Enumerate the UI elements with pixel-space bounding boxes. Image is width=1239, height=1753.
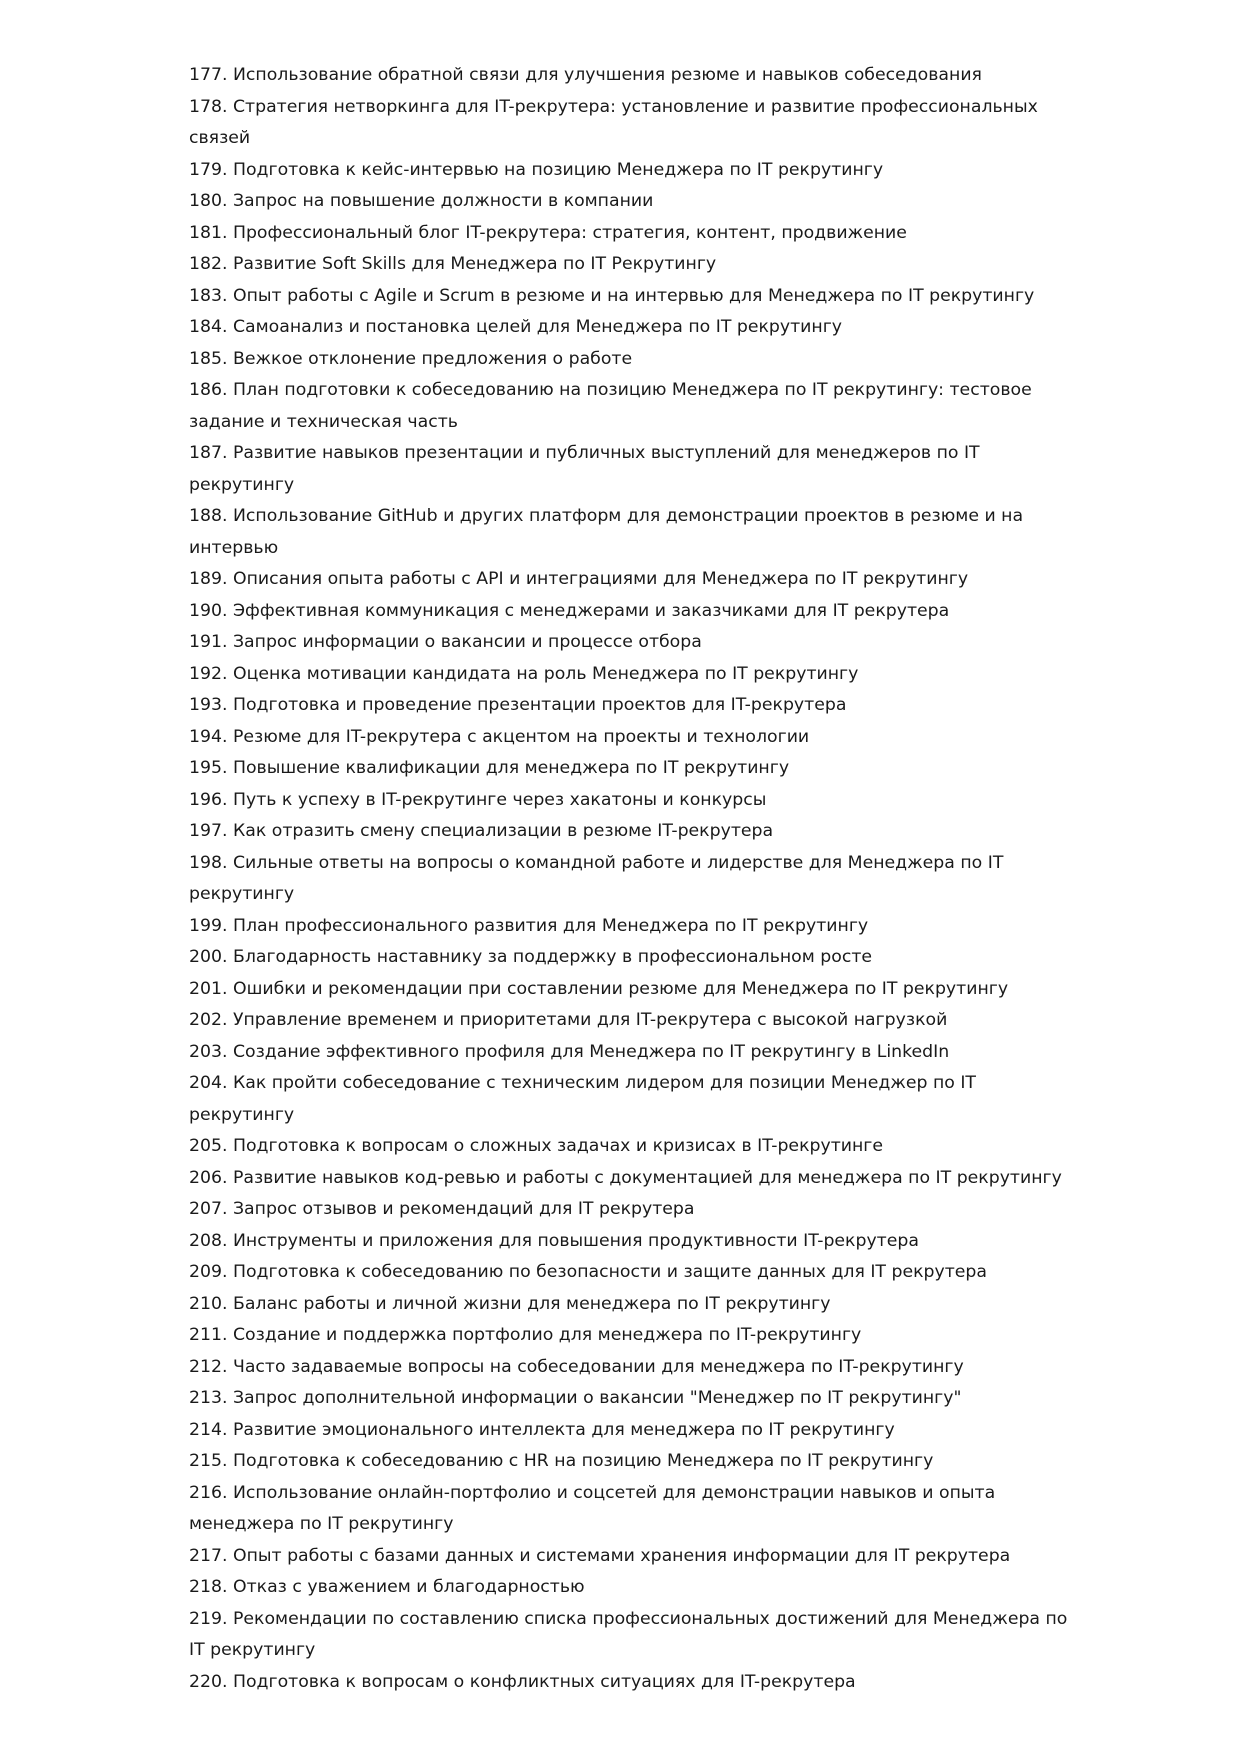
list-item: 186. План подготовки к собеседованию на позицию Менеджера по IT рекрутингу: тестовое задание и техническая часть <box>189 380 1032 432</box>
list-item: 178. Стратегия нетворкинга для IT-рекрутера: установление и развитие профессиональных связей <box>189 96 1038 148</box>
list-item: 187. Развитие навыков презентации и публичных выступлений для менеджеров по IT рекрутингу <box>189 443 980 495</box>
list-item: 189. Описания опыта работы с API и интеграциями для Менеджера по IT рекрутингу <box>189 569 969 589</box>
list-item: 201. Ошибки и рекомендации при составлении резюме для Менеджера по IT рекрутингу <box>189 978 1009 999</box>
list-item: 212. Часто задаваемые вопросы на собеседовании для менеджера по IT-рекрутингу <box>189 1356 964 1377</box>
list-item: 197. Как отразить смену специализации в резюме IT-рекрутера <box>189 821 774 841</box>
document-page <box>189 60 1069 1698</box>
list-item: 219. Рекомендации по составлению списка профессиональных достижений для Менеджера по IT рекрутингу <box>189 1608 1068 1660</box>
list-item: 208. Инструменты и приложения для повышения продуктивности IT-рекрутера <box>189 1230 919 1251</box>
list-item: 180. Запрос на повышение должности в компании <box>189 191 654 211</box>
list-item: 217. Опыт работы с базами данных и системами хранения информации для IT рекрутера <box>189 1545 1011 1566</box>
list-item: 207. Запрос отзывов и рекомендаций для IT рекрутера <box>189 1199 695 1219</box>
list-item: 191. Запрос информации о вакансии и процессе отбора <box>189 632 702 652</box>
list-item: 203. Создание эффективного профиля для Менеджера по IT рекрутингу в LinkedIn <box>189 1041 950 1062</box>
list-item: 190. Эффективная коммуникация с менеджерами и заказчиками для IT рекрутера <box>189 600 950 621</box>
list-item: 213. Запрос дополнительной информации о вакансии "Менеджер по IT рекрутингу" <box>189 1388 962 1408</box>
list-item: 192. Оценка мотивации кандидата на роль Менеджера по IT рекрутингу <box>189 663 859 684</box>
list-item: 199. План профессионального развития для Менеджера по IT рекрутингу <box>189 915 869 936</box>
list-item: 210. Баланс работы и личной жизни для менеджера по IT рекрутингу <box>189 1293 831 1314</box>
list-item: 183. Опыт работы с Agile и Scrum в резюме и на интервью для Менеджера по IT рекрутингу <box>189 285 1035 306</box>
list-item: 196. Путь к успеху в IT-рекрутинге через хакатоны и конкурсы <box>189 789 767 810</box>
list-item: 184. Самоанализ и постановка целей для Менеджера по IT рекрутингу <box>189 317 843 337</box>
list-item: 211. Создание и поддержка портфолио для менеджера по IT-рекрутингу <box>189 1325 862 1345</box>
list-item: 195. Повышение квалификации для менеджера по IT рекрутингу <box>189 758 790 778</box>
list-item: 202. Управление временем и приоритетами для IT-рекрутера с высокой нагрузкой <box>189 1010 948 1030</box>
list-item: 205. Подготовка к вопросам о сложных задачах и кризисах в IT-рекрутинге <box>189 1136 884 1156</box>
list-item: 193. Подготовка и проведение презентации проектов для IT-рекрутера <box>189 695 847 715</box>
list-item: 216. Использование онлайн-портфолио и соцсетей для демонстрации навыков и опыта менеджера по IT рекрутингу <box>189 1482 996 1534</box>
list-item: 179. Подготовка к кейс-интервью на позицию Менеджера по IT рекрутингу <box>189 159 884 180</box>
list-item: 188. Использование GitHub и других платформ для демонстрации проектов в резюме и на интервью <box>189 506 1024 558</box>
list-item: 177. Использование обратной связи для улучшения резюме и навыков собеседования <box>189 65 982 85</box>
list-item: 215. Подготовка к собеседованию с HR на позицию Менеджера по IT рекрутингу <box>189 1451 934 1471</box>
list-item: 209. Подготовка к собеседованию по безопасности и защите данных для IT рекрутера <box>189 1262 987 1282</box>
list-item: 194. Резюме для IT-рекрутера с акцентом на проекты и технологии <box>189 726 810 747</box>
list-item: 218. Отказ с уважением и благодарностью <box>189 1577 585 1597</box>
list-item: 200. Благодарность наставнику за поддержку в профессиональном росте <box>189 947 873 967</box>
list-item: 185. Вежкое отклонение предложения о работе <box>189 348 633 369</box>
list-item: 206. Развитие навыков код-ревью и работы с документацией для менеджера по IT рекрутингу <box>189 1167 1062 1188</box>
list-item: 181. Профессиональный блог IT-рекрутера: стратегия, контент, продвижение <box>189 222 907 243</box>
list-item: 214. Развитие эмоционального интеллекта для менеджера по IT рекрутингу <box>189 1419 895 1440</box>
list-item: 204. Как пройти собеседование с техническим лидером для позиции Менеджер по IT рекрутингу <box>189 1073 976 1125</box>
list-item: 182. Развитие Soft Skills для Менеджера по IT Рекрутингу <box>189 254 717 274</box>
list-item: 220. Подготовка к вопросам о конфликтных ситуациях для IT-рекрутера <box>189 1671 856 1692</box>
list-item: 198. Сильные ответы на вопросы о командной работе и лидерстве для Менеджера по IT рекрутингу <box>189 852 1004 904</box>
